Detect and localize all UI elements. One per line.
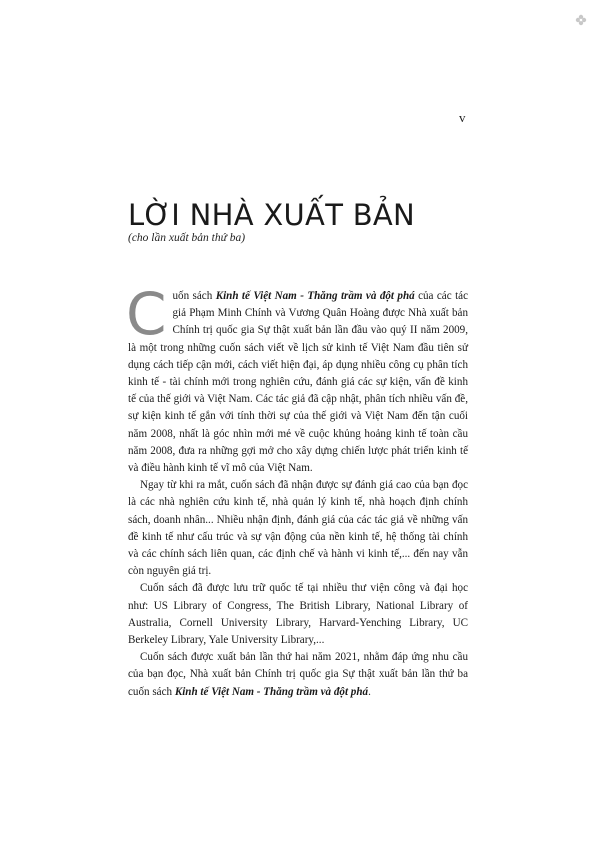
book-title: Kinh tế Việt Nam - Thăng trầm và đột phá: [174, 685, 369, 698]
paragraph-2: Ngay từ khi ra mắt, cuốn sách đã nhận được sự đánh giá cao của bạn đọc là các nhà nghiên cứu kinh tế, nhà quản lý kinh tế, nhà hoạch định chính sách, doanh nhân... Nhiều nhận định, đánh giá của các tác giả về những vấn đề kinh tế như cấu trúc và sự vận động của nền kinh tế, hệ thống tài chính và các chính sách liên quan, các định chế và hành vi kinh tế,... đến nay vẫn còn nguyên giá trị.: [128, 479, 468, 578]
paragraph-4: [128, 649, 468, 701]
paragraph-1-lead: uốn sách: [172, 290, 216, 302]
paragraph-4-body: Cuốn sách được xuất bản lần thứ hai năm 2021, nhằm đáp ứng nhu cầu của bạn đọc, Nhà xuất bản Chính trị quốc gia Sự thật xuất bản lần thứ ba cuốn sách: [128, 651, 468, 698]
paragraph-3: Cuốn sách đã được lưu trữ quốc tế tại nhiều thư viện công và đại học như: US Library of Congress, The British Library, National Library of Australia, Cornell University Library, Harvard-Yenching Library, UC Berkeley Library, Yale University Library,...: [128, 582, 468, 647]
paragraph-4-end: .: [368, 685, 371, 698]
flower-ornament-icon: [575, 14, 587, 26]
book-title: Kinh tế Việt Nam - Thăng trầm và đột phá: [215, 290, 415, 302]
drop-cap: C: [126, 280, 167, 348]
body-text: [126, 280, 469, 701]
page-number: v: [459, 110, 466, 125]
paragraph-1-body: của các tác giả Phạm Minh Chính và Vương Quân Hoàng được Nhà xuất bản Chính trị quốc gia Sự thật xuất bản lần đầu vào quý II năm 2009, là một trong những cuốn sách viết về lịch sử kinh tế Việt Nam đầu tiên sử dụng cách tiếp cận mới, cách viết hiện đại, áp dụng nhiều công cụ phân tích kinh tế - tài chính mới trong nghiên cứu, đánh giá các sự kiện, vấn đề kinh tế của thế giới và Việt Nam. Các tác giả đã cập nhật, phân tích nhiều vấn đề, sự kiện kinh tế gắn với tính thời sự của thế giới và Việt Nam đến tận cuối năm 2008, nhất là góc nhìn mới mẻ về cuộc khủng hoảng kinh tế toàn cầu năm 2008, đưa ra những gợi mở cho xây dựng chiến lược phát triển kinh tế và điều hành kinh tế vĩ mô của Việt Nam.: [128, 290, 469, 475]
paragraph-1: [126, 280, 469, 477]
page-title: LỜI NHÀ XUẤT BẢN: [128, 198, 416, 232]
page-subtitle: (cho lần xuất bản thứ ba): [128, 232, 246, 244]
